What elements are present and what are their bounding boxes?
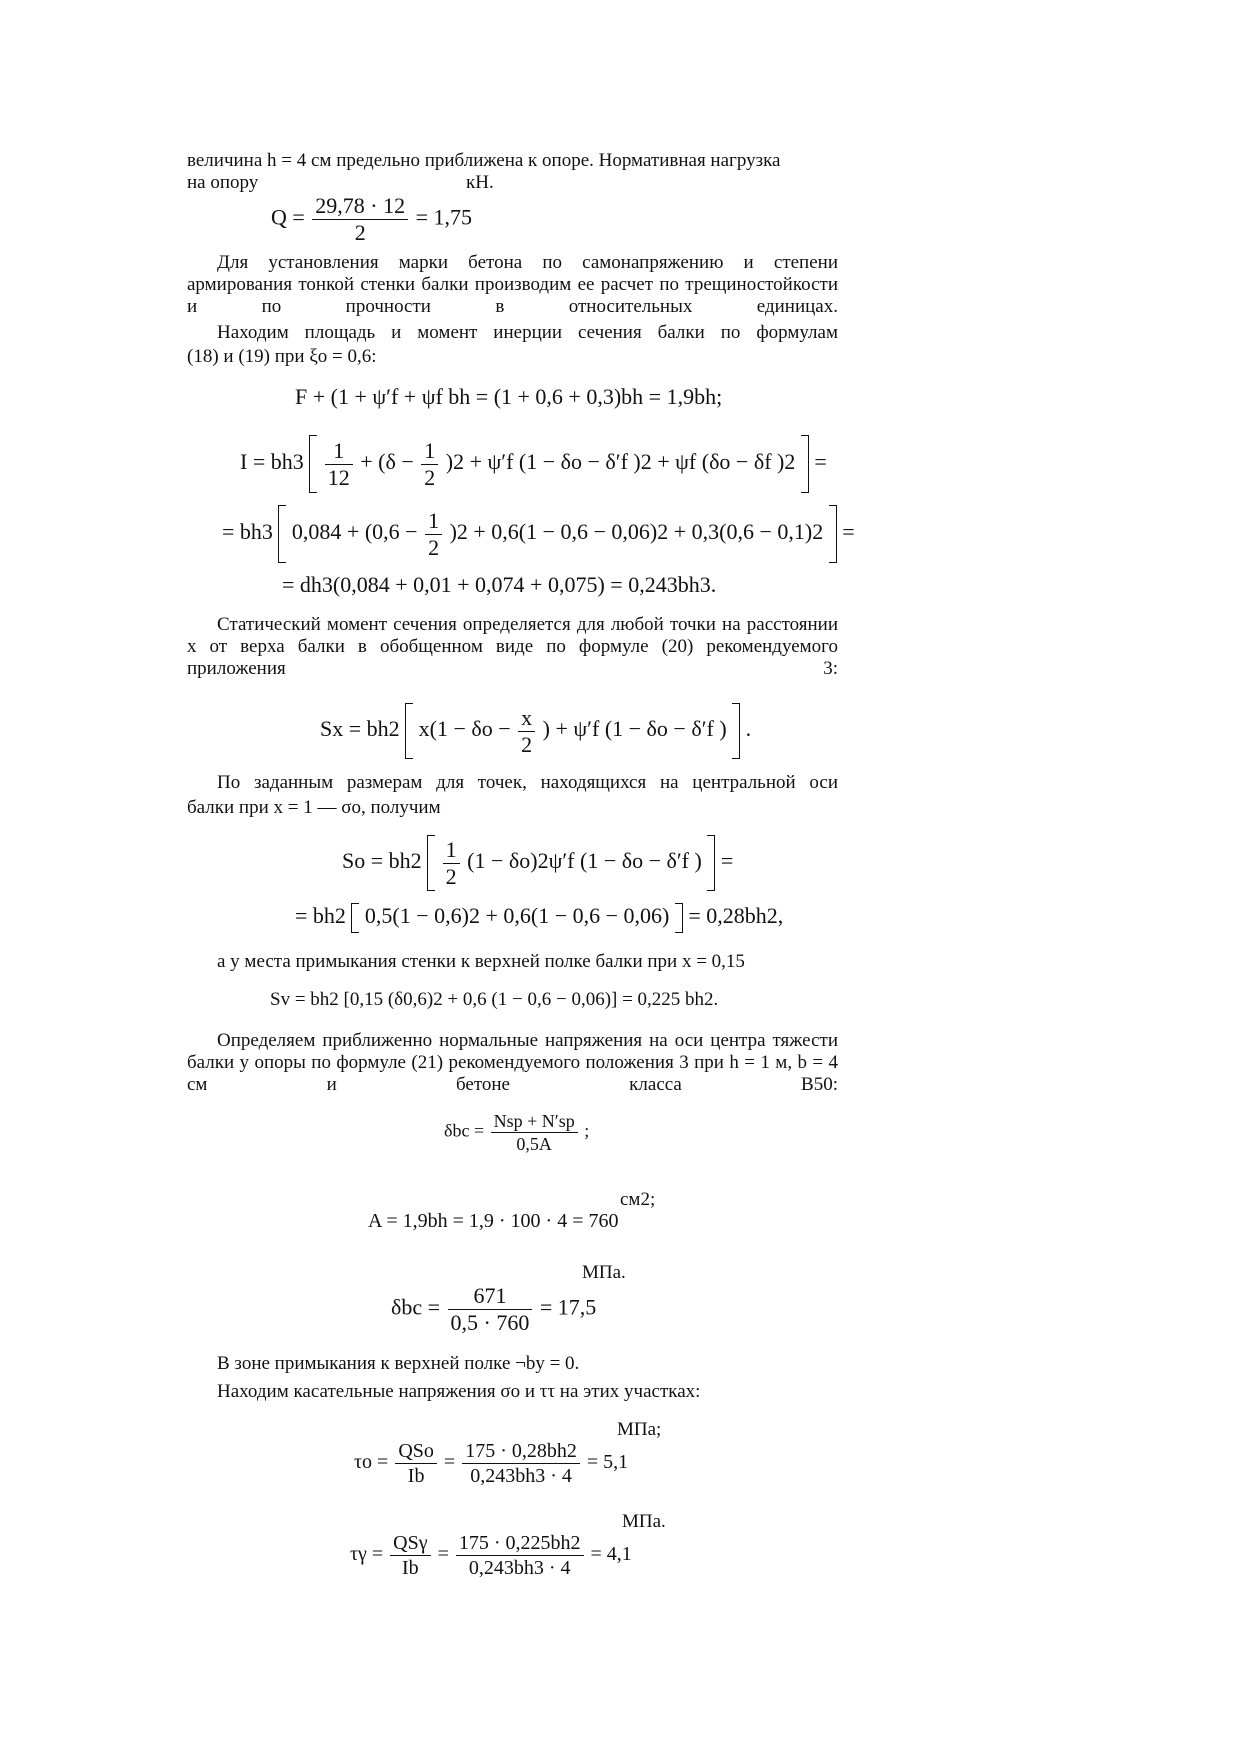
formula-so1-lhs: So = bh2: [342, 848, 422, 874]
formula-so1-term-1: (1 − δo)2ψ′f (1 − δo − δ′f ): [467, 848, 702, 874]
formula-tg-f1-num: QSγ: [390, 1533, 430, 1556]
formula-i1-frac1-den: 12: [327, 464, 350, 490]
formula-i1-term-2: )2 + ψ′f (1 − δo − δ′f )2 + ψf (δo − δf )2: [445, 449, 796, 475]
formula-to-f2-den: 0,243bh3 · 4: [470, 1465, 572, 1487]
formula-sx-frac-den: 2: [521, 731, 533, 757]
unit-mpa-3: МПа.: [622, 1511, 666, 1532]
formula-dbc2-num: 671: [448, 1285, 533, 1310]
formula-q-numerator: 29,78 · 12: [312, 195, 408, 220]
paragraph-3-line-1: Находим площадь и момент инерции сечения балки по формулам: [217, 322, 838, 343]
formula-sx-lhs: Sx = bh2: [320, 716, 400, 742]
paragraph-4: Статический момент сечения определяется для любой точки на расстоянии x от верха балки в обобщенном виде по формуле (20) рекомендуемого приложения 3:: [187, 614, 838, 679]
formula-dbc2-lhs: δbc =: [391, 1294, 441, 1320]
formula-dbc2-den: 0,5 · 760: [450, 1310, 530, 1335]
unit-mpa-2: МПа;: [617, 1419, 662, 1440]
formula-sv: Sv = bh2 [0,15 (δ0,6)2 + 0,6 (1 − 0,6 − 0,06)] = 0,225 bh2.: [270, 989, 719, 1010]
formula-so-line-1: [342, 835, 733, 891]
formula-i1-end: =: [814, 449, 827, 475]
formula-sx-term-1: x(1 − δo −: [418, 716, 511, 742]
paragraph-8: В зоне примыкания к верхней полке ¬by = 0.: [217, 1353, 580, 1374]
formula-tg-rhs: = 4,1: [590, 1543, 632, 1566]
formula-dbc-end: ;: [584, 1120, 590, 1141]
paragraph-5-line-2: балки при x = 1 — σo, получим: [187, 797, 441, 818]
formula-i1-frac1-num: 1: [325, 440, 353, 465]
formula-dbc-num: Nsp + N′sp: [491, 1112, 578, 1133]
formula-i2-frac-den: 2: [428, 534, 440, 560]
formula-tau-o: τo = $\frac{\text{QSo}}{Ib}$ = $\frac{175 \cdot 0,28bh2}{0,243bh3 \cdot 4}$ = 5,1: [354, 1440, 629, 1487]
formula-f: F + (1 + ψ′f + ψf bh = (1 + 0,6 + 0,3)bh = 1,9bh;: [295, 384, 723, 409]
formula-i2-term-1: 0,084 + (0,6 −: [291, 519, 418, 545]
formula-to-f1-den: Ib: [407, 1465, 425, 1487]
formula-i-line-1: [240, 435, 827, 493]
formula-to-f2-num: 175 · 0,28bh2: [462, 1441, 580, 1464]
formula-i-line-2: [222, 505, 855, 563]
paragraph-5-line-1: По заданным размерам для точек, находящихся на центральной оси: [217, 772, 838, 793]
formula-sx-end: .: [745, 716, 752, 742]
formula-a: A = 1,9bh = 1,9 · 100 · 4 = 760: [368, 1210, 619, 1232]
formula-q-denominator: 2: [354, 220, 366, 245]
paragraph-7: Определяем приближенно нормальные напряжения на оси центра тяжести балки у опоры по формуле (21) рекомендуемого положения 3 при h = 1 м, b = 4 см и бетоне класса В50:: [187, 1030, 838, 1095]
formula-i2-lhs: = bh3: [222, 519, 273, 545]
formula-to-lhs: τo =: [354, 1451, 389, 1474]
formula-dbc-lhs: δbc =: [444, 1120, 485, 1141]
formula-i1-lhs: I = bh3: [240, 449, 304, 475]
paragraph-6: а у места примыкания стенки к верхней полке балки при x = 0,15: [217, 951, 745, 972]
formula-tg-f2-num: 175 · 0,225bh2: [456, 1533, 584, 1556]
formula-tg-f1-den: Ib: [402, 1557, 419, 1579]
formula-i-line-3: = dh3(0,084 + 0,01 + 0,074 + 0,075) = 0,243bh3.: [282, 572, 717, 597]
formula-to-f1-num: QSo: [395, 1441, 437, 1464]
formula-tg-f2-den: 0,243bh3 · 4: [468, 1557, 571, 1579]
formula-q-rhs: = 1,75: [415, 204, 473, 230]
formula-so1-end: =: [720, 848, 734, 874]
formula-sx-term-2: ) + ψ′f (1 − δo − δ′f ): [542, 716, 727, 742]
unit-kn: кН.: [466, 172, 494, 193]
formula-i1-term-1: + (δ −: [360, 449, 414, 475]
unit-mpa-1: МПа.: [582, 1262, 626, 1283]
formula-delta-bc-value: [391, 1285, 596, 1334]
unit-cm2: см2;: [620, 1189, 656, 1210]
paragraph-9: Находим касательные напряжения σo и ττ на этих участках:: [217, 1381, 701, 1402]
paragraph-1-line-2: на опору: [187, 172, 259, 193]
formula-i2-term-2: )2 + 0,6(1 − 0,6 − 0,06)2 + 0,3(0,6 − 0,1)2: [449, 519, 824, 545]
formula-i2-end: =: [842, 519, 855, 545]
paragraph-3-line-2: (18) и (19) при ξo = 0,6:: [187, 346, 377, 367]
formula-dbc-den: 0,5A: [516, 1134, 552, 1154]
formula-q: [271, 195, 472, 244]
formula-so2-lhs: = bh2: [295, 903, 346, 929]
formula-so1-frac-num: 1: [443, 839, 460, 864]
formula-so1-frac-den: 2: [445, 863, 457, 889]
formula-tau-gamma: τγ = $\frac{\text{QSγ}}{Ib}$ = $\frac{175 \cdot 0,225bh2}{0,243bh3 \cdot 4}$ = 4,1: [350, 1532, 632, 1579]
formula-so2-term-1: 0,5(1 − 0,6)2 + 0,6(1 − 0,6 − 0,06): [364, 903, 670, 929]
formula-tg-lhs: τγ =: [350, 1543, 384, 1566]
formula-so2-end: = 0,28bh2,: [688, 903, 784, 929]
paragraph-1-line-1: величина h = 4 см предельно приближена к опоре. Нормативная нагрузка: [187, 150, 781, 171]
paragraph-2: Для установления марки бетона по самонапряжению и степени армирования тонкой стенки балки производим ее расчет по трещиностойкости и по прочности в относительных единицах.: [187, 252, 838, 317]
formula-i1-frac2-den: 2: [424, 464, 436, 490]
formula-delta-bc: [444, 1112, 589, 1153]
formula-so-line-2: [295, 903, 783, 933]
formula-to-rhs: = 5,1: [586, 1451, 629, 1474]
formula-dbc2-rhs: = 17,5: [539, 1294, 597, 1320]
formula-q-lhs: Q =: [271, 204, 305, 230]
formula-sx-frac-num: x: [518, 707, 535, 732]
formula-i2-frac-num: 1: [425, 510, 442, 535]
formula-sx: [320, 703, 751, 759]
formula-i1-frac2-num: 1: [421, 440, 438, 465]
